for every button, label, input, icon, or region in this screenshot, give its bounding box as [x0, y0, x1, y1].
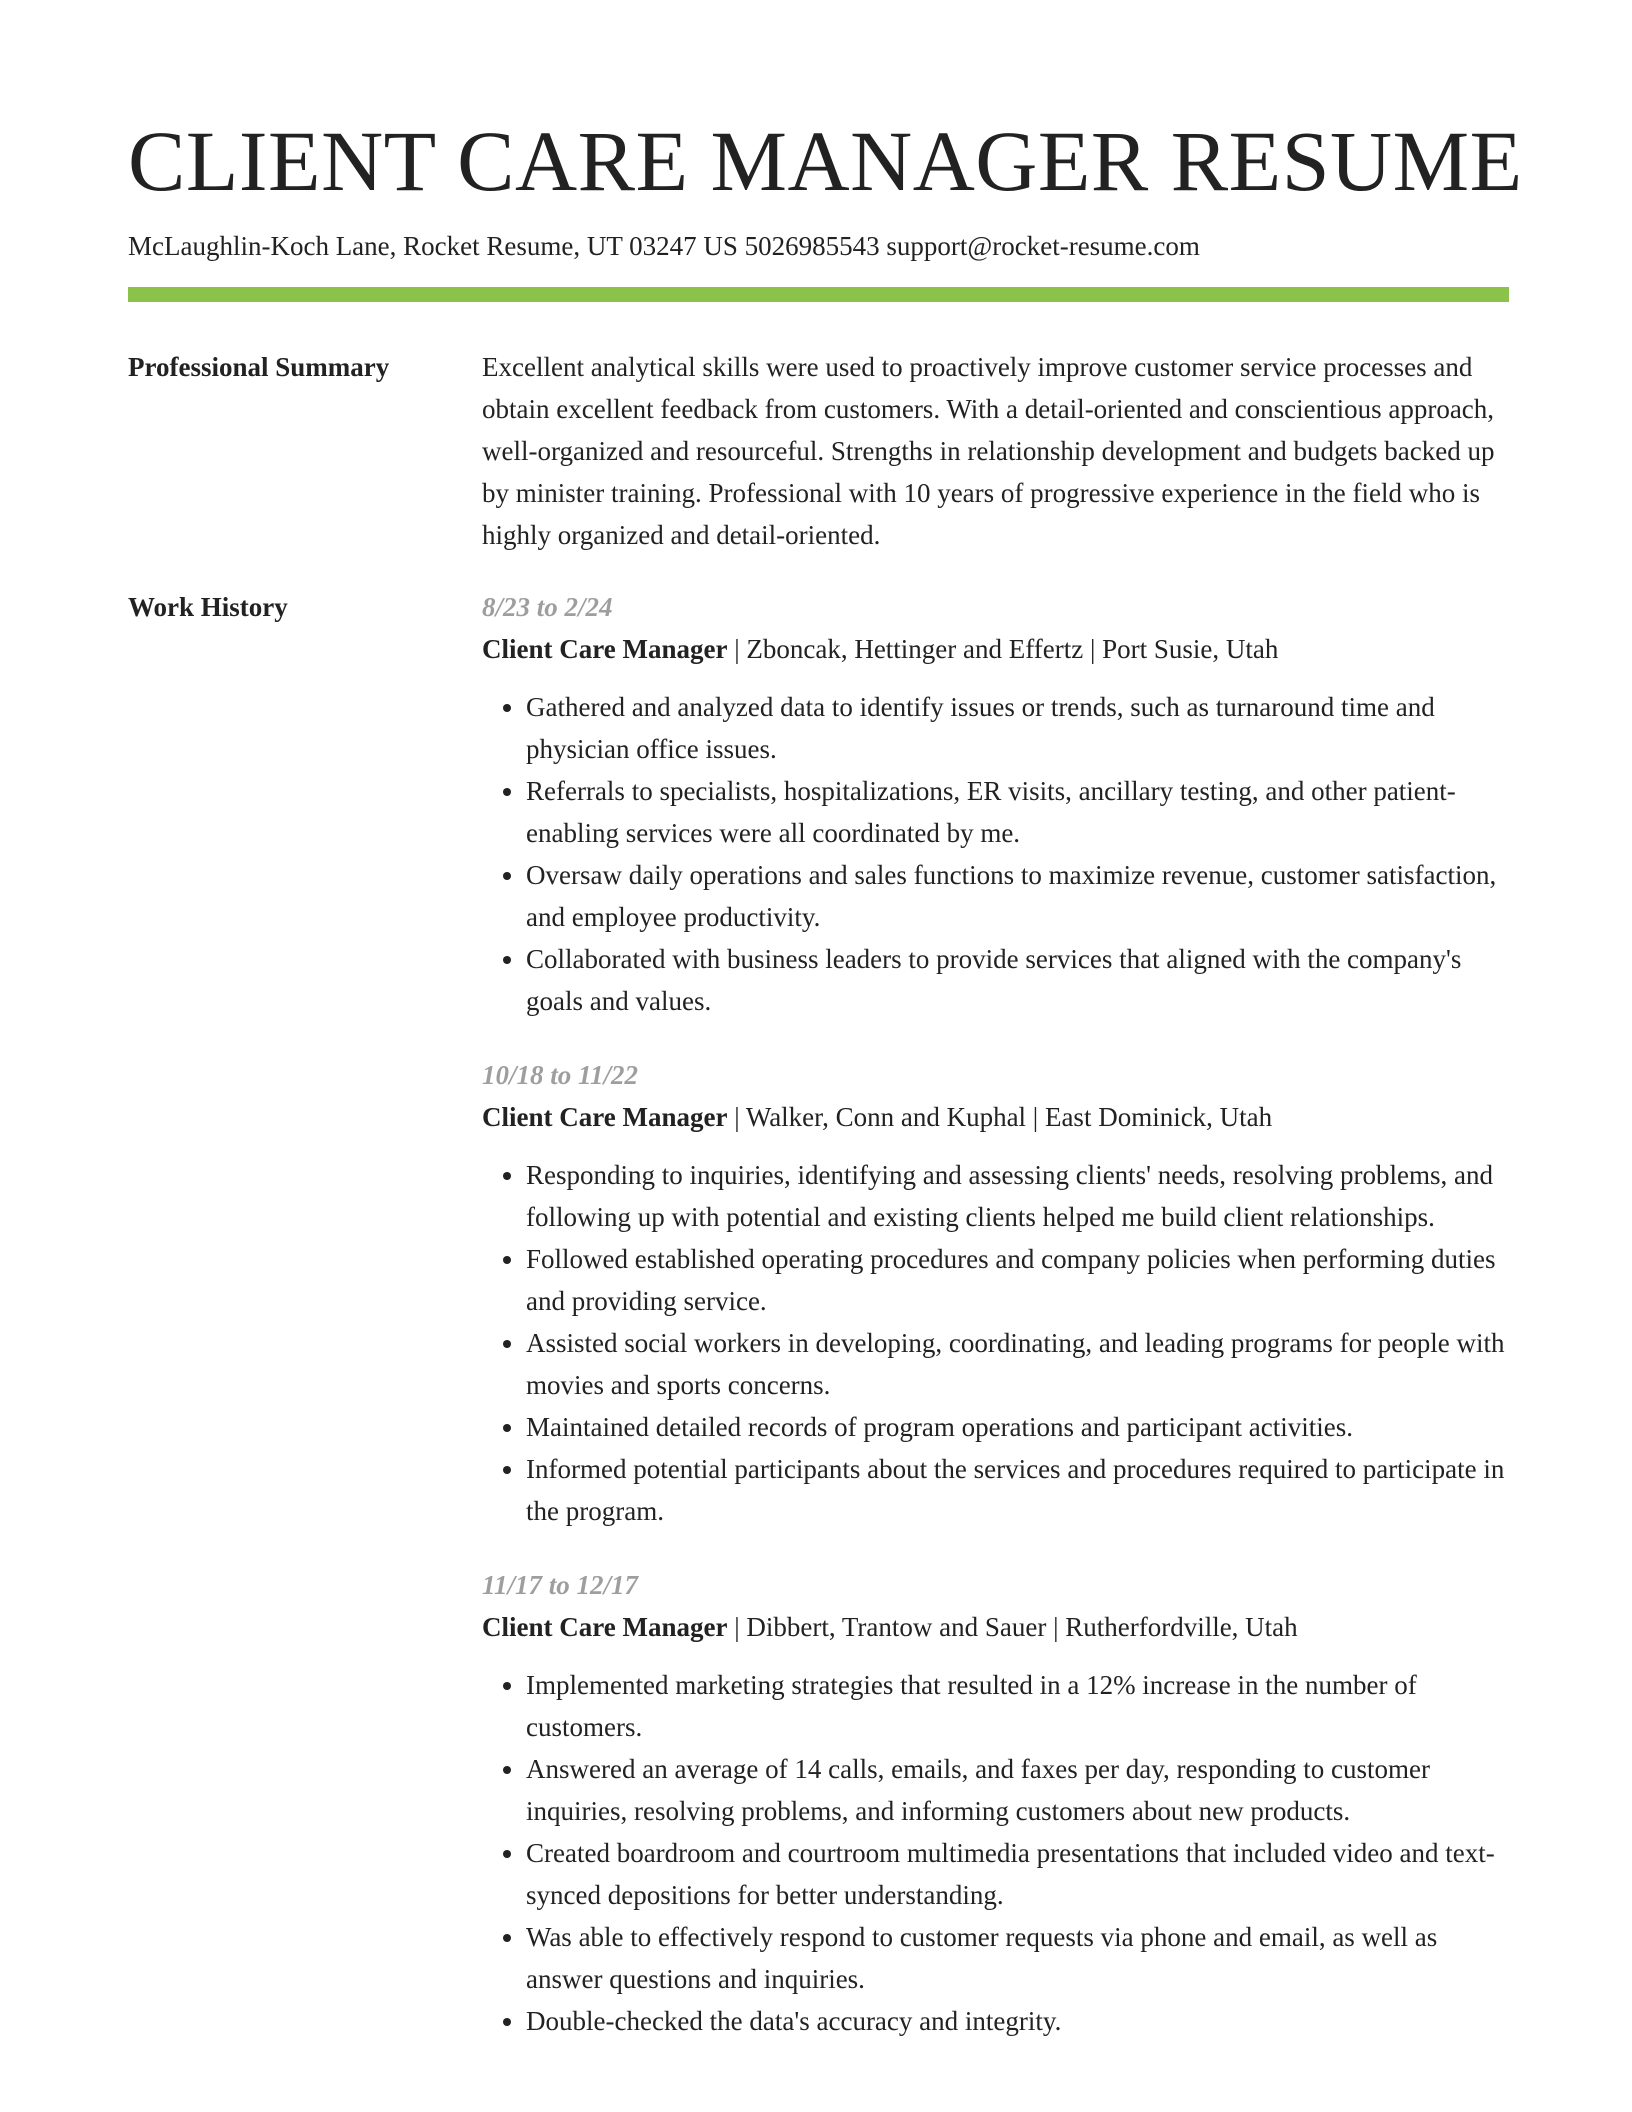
job-date: 8/23 to 2/24	[482, 592, 613, 622]
job-bullet: • Implemented marketing strategies that resulted in a 12% increase in the number of customers.	[526, 1664, 1509, 1748]
job-bullet: • Double-checked the data's accuracy and integrity.	[526, 2000, 1509, 2042]
job-heading	[482, 1606, 1509, 1648]
job-bullets	[482, 1154, 1509, 1532]
job-bullet: • Was able to effectively respond to customer requests via phone and email, as well as answer questions and inquiries.	[526, 1916, 1509, 2000]
summary-label: Professional Summary	[128, 352, 390, 382]
job-bullet: • Created boardroom and courtroom multimedia presentations that included video and text-synced depositions for better understanding.	[526, 1832, 1509, 1916]
job-heading	[482, 628, 1509, 670]
job-bullets	[482, 1664, 1509, 2042]
job-entry	[482, 1054, 1509, 1532]
job-details: | Dibbert, Trantow and Sauer | Rutherfordville, Utah	[727, 1612, 1298, 1642]
job-date: 10/18 to 11/22	[482, 1060, 639, 1090]
job-date: 11/17 to 12/17	[482, 1570, 639, 1600]
header-divider	[128, 287, 1509, 302]
contact-line: McLaughlin-Koch Lane, Rocket Resume, UT 03247 US 5026985543 support@rocket-resume.com	[128, 231, 1200, 261]
job-bullet: • Answered an average of 14 calls, emails, and faxes per day, responding to customer inquiries, resolving problems, and informing customers about new products.	[526, 1748, 1509, 1832]
job-bullet: • Collaborated with business leaders to provide services that aligned with the company's goals and values.	[526, 938, 1509, 1022]
work-history-label: Work History	[128, 592, 288, 622]
job-details: | Walker, Conn and Kuphal | East Dominick, Utah	[727, 1102, 1273, 1132]
resume-title: CLIENT CARE MANAGER RESUME	[128, 113, 1523, 209]
job-title: Client Care Manager	[482, 634, 728, 664]
job-bullets	[482, 686, 1509, 1022]
job-entry	[482, 1564, 1509, 2042]
summary-text: Excellent analytical skills were used to proactively improve customer service processes and obtain excellent feedback from customers. With a detail-oriented and conscientious approach, well-organized and resourceful. Strengths in relationship development and budgets backed up by minister training. Professional with 10 years of progressive experience in the field who is highly organized and detail-oriented.	[482, 352, 1495, 550]
job-bullet: • Oversaw daily operations and sales functions to maximize revenue, customer satisfaction, and employee productivity.	[526, 854, 1509, 938]
summary-body	[482, 346, 1509, 556]
job-bullet: • Maintained detailed records of program operations and participant activities.	[526, 1406, 1509, 1448]
job-bullet: • Informed potential participants about the services and procedures required to participate in the program.	[526, 1448, 1509, 1532]
job-bullet: • Assisted social workers in developing, coordinating, and leading programs for people with movies and sports concerns.	[526, 1322, 1509, 1406]
job-bullet: • Gathered and analyzed data to identify issues or trends, such as turnaround time and physician office issues.	[526, 686, 1509, 770]
job-bullet: • Followed established operating procedures and company policies when performing duties and providing service.	[526, 1238, 1509, 1322]
job-bullet: • Referrals to specialists, hospitalizations, ER visits, ancillary testing, and other patient-enabling services were all coordinated by me.	[526, 770, 1509, 854]
job-entry	[482, 586, 1509, 1022]
job-title: Client Care Manager	[482, 1102, 728, 1132]
job-heading	[482, 1096, 1509, 1138]
work-history-body	[482, 586, 1509, 2074]
job-title: Client Care Manager	[482, 1612, 728, 1642]
job-details: | Zboncak, Hettinger and Effertz | Port Susie, Utah	[727, 634, 1279, 664]
job-bullet: • Responding to inquiries, identifying and assessing clients' needs, resolving problems, and following up with potential and existing clients helped me build client relationships.	[526, 1154, 1509, 1238]
